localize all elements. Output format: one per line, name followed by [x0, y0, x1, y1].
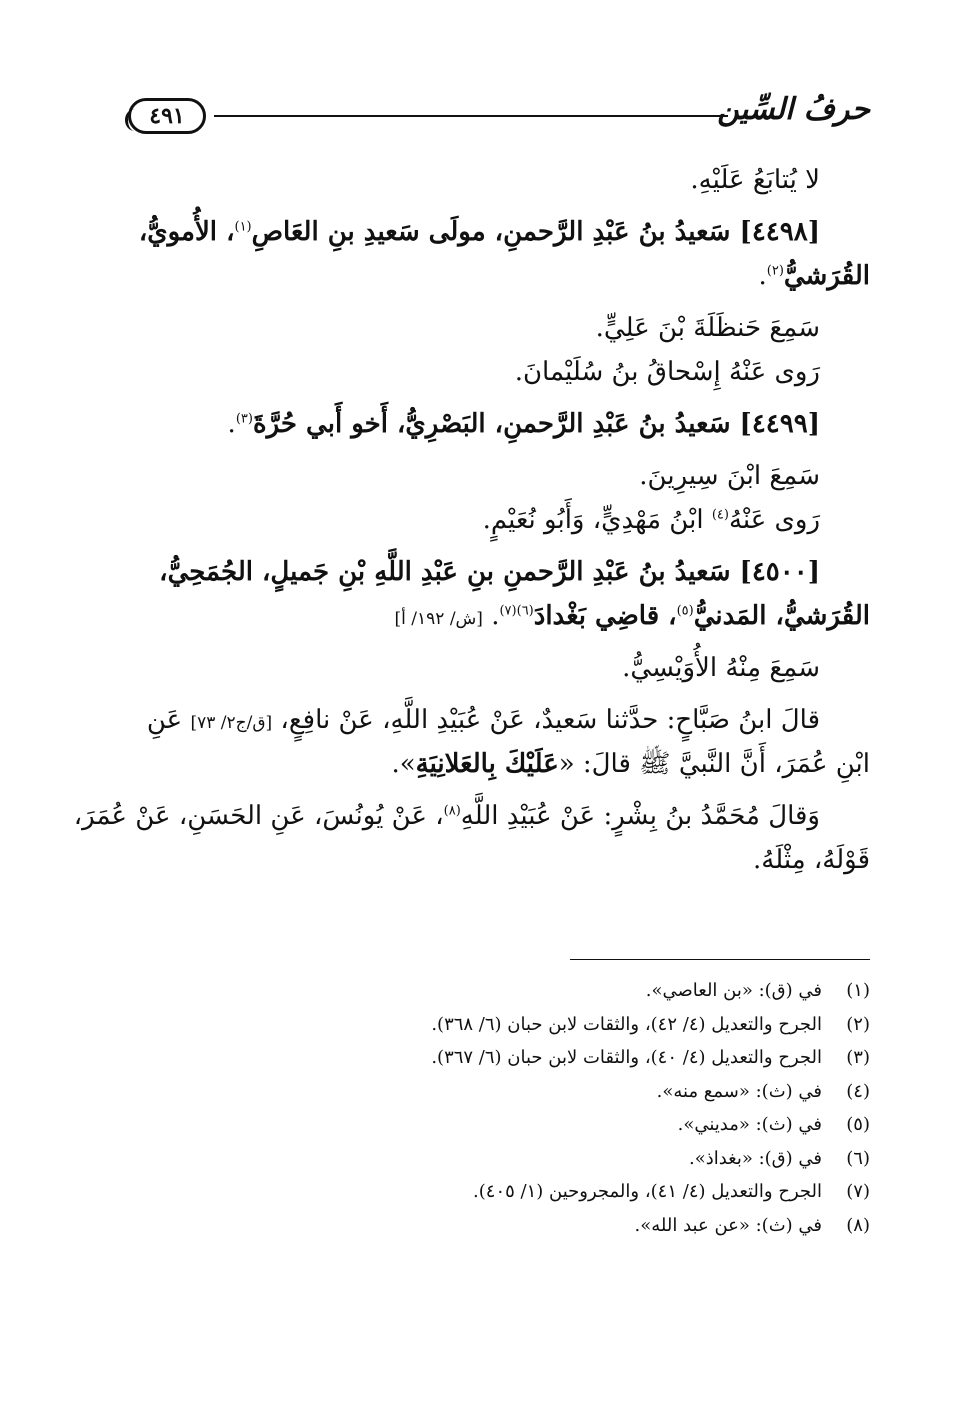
text-line — [128, 306, 870, 350]
footnote-text: الجرح والتعديل (٤/ ٤١)، والمجروحين (١/ ٤٠٥). — [473, 1181, 822, 1202]
main-text — [73, 158, 870, 882]
footnote-marker: (٦)(٧) — [499, 603, 534, 619]
line-text: رَوى عَنْهُ إِسْحاقُ بنُ سُلَيْمانَ. — [514, 357, 820, 387]
footnote — [110, 1114, 870, 1148]
footnote-marker: (٨) — [443, 803, 461, 819]
page-number-badge — [128, 98, 206, 134]
footnote-number: (٦) — [846, 1147, 870, 1169]
text-line — [128, 402, 870, 446]
line-text: القُرَشيُّ، المَدنيُّ — [693, 601, 870, 631]
footnote — [110, 1148, 870, 1182]
footnote-text: في (ث): «مديني». — [677, 1114, 822, 1135]
footnote-marker: (٣) — [235, 411, 253, 427]
line-text: قَوْلَهُ، مِثْلَهُ. — [753, 845, 870, 875]
line-text: [٤٤٩٩] سَعيدُ بنُ عَبْدِ الرَّحمنِ، البَصْرِيُّ، أَخو أَبي حُرَّةَ — [252, 409, 820, 439]
line-text: ». — [391, 749, 416, 779]
line-text: لا يُتابَعُ عَلَيْهِ. — [690, 165, 820, 195]
line-text: القُرَشيُّ — [783, 261, 870, 291]
footnote-number: (٤) — [846, 1080, 870, 1102]
text-line — [128, 350, 870, 394]
footnote-marker: (٥) — [676, 603, 694, 619]
text-line — [128, 742, 870, 786]
line-text: . — [482, 601, 500, 631]
line-text: ابْنُ مَهْدِيٍّ، وَأَبُو نُعَيْمٍ. — [482, 505, 712, 535]
footnote-marker: (٤) — [711, 507, 729, 523]
footnote-number: (٥) — [846, 1114, 870, 1135]
footnote-text: في (ق): «بغداذ». — [688, 1147, 822, 1169]
manuscript-reference: [ق/ج٢/ ٧٣] — [190, 713, 273, 733]
text-line — [128, 838, 870, 882]
line-text: عَنِ — [146, 705, 191, 735]
footnote-number: (١) — [846, 980, 870, 1001]
text-line — [128, 158, 870, 202]
line-text: قالَ ابنُ صَبَّاحٍ: حدَّثنا سَعيدٌ، عَنْ عُبَيْدِ اللَّهِ، عَنْ نافِعٍ، — [272, 705, 820, 735]
line-text: سَمِعَ حَنظَلَةَ بْنَ عَلِيٍّ. — [595, 313, 820, 343]
footnote — [110, 1014, 870, 1048]
text-line — [73, 794, 870, 838]
line-text: [٤٤٩٨] سَعيدُ بنُ عَبْدِ الرَّحمنِ، مولَى سَعيدِ بنِ العَاصِ — [251, 217, 820, 247]
footnotes — [110, 980, 870, 1248]
text-line — [128, 210, 870, 254]
footnote — [110, 1081, 870, 1115]
manuscript-reference: [ش/ ١٩٢/ أ] — [394, 609, 483, 629]
header-rule — [214, 115, 728, 117]
line-text: ، قاضِي بَغْدادَ — [533, 601, 677, 631]
line-text: . — [227, 409, 236, 439]
footnote — [110, 1181, 870, 1215]
page-number: ٤٩١ — [149, 103, 185, 129]
footnote-text: في (ث): «عن عبد الله». — [634, 1214, 822, 1236]
text-line — [128, 594, 870, 638]
line-text: ، الأُمويُّ، — [138, 217, 235, 247]
footnote-number: (٢) — [846, 1013, 870, 1035]
line-text: وَقالَ مُحَمَّدُ بنُ بِشْرٍ: عَنْ عُبَيْدِ اللَّهِ — [460, 801, 820, 831]
footnote — [110, 1215, 870, 1249]
footnote-text: الجرح والتعديل (٤/ ٤٢)، والثقات لابن حبان (٦/ ٣٦٨). — [431, 1013, 822, 1035]
footnote-marker: (٢) — [766, 263, 784, 279]
line-text: رَوى عَنْهُ — [728, 505, 820, 535]
line-text: [٤٥٠٠] سَعيدُ بنُ عَبْدِ الرَّحمنِ بنِ عَبْدِ اللَّهِ بْنِ جَميلٍ، الجُمَحِيُّ، — [159, 557, 820, 587]
text-line — [128, 698, 870, 742]
text-line — [128, 498, 870, 542]
footnote — [110, 1047, 870, 1081]
footnote-text: في (ث): «سمع منه». — [656, 1080, 822, 1102]
chapter-title: حرفُ السِّين — [717, 92, 870, 127]
text-line — [128, 550, 870, 594]
footnote — [110, 980, 870, 1014]
page-header — [128, 92, 870, 152]
line-text: . — [758, 261, 767, 291]
line-text: ، عَنْ يُونُسَ، عَنِ الحَسَنِ، عَنْ عُمَرَ، — [73, 801, 444, 831]
text-line — [128, 646, 870, 690]
line-text: ابْنِ عُمَرَ، أَنَّ النَّبيَّ ﷺ قالَ: « — [558, 749, 870, 779]
line-text: سَمِعَ ابْنَ سِيرِينَ. — [639, 461, 820, 491]
text-line — [128, 254, 870, 298]
footnote-text: الجرح والتعديل (٤/ ٤٠)، والثقات لابن حبان (٦/ ٣٦٧). — [431, 1047, 822, 1068]
footnote-number: (٣) — [846, 1047, 870, 1068]
footnote-separator — [570, 959, 870, 960]
line-text: عَلَيْكَ بِالعَلانِيَةِ — [415, 749, 559, 779]
line-text: سَمِعَ مِنْهُ الأُوَيْسِيُّ. — [622, 653, 820, 683]
footnote-marker: (١) — [234, 219, 252, 235]
text-line — [128, 454, 870, 498]
footnote-number: (٧) — [846, 1181, 870, 1202]
footnote-number: (٨) — [846, 1214, 870, 1236]
footnote-text: في (ق): «بن العاصي». — [645, 980, 822, 1001]
